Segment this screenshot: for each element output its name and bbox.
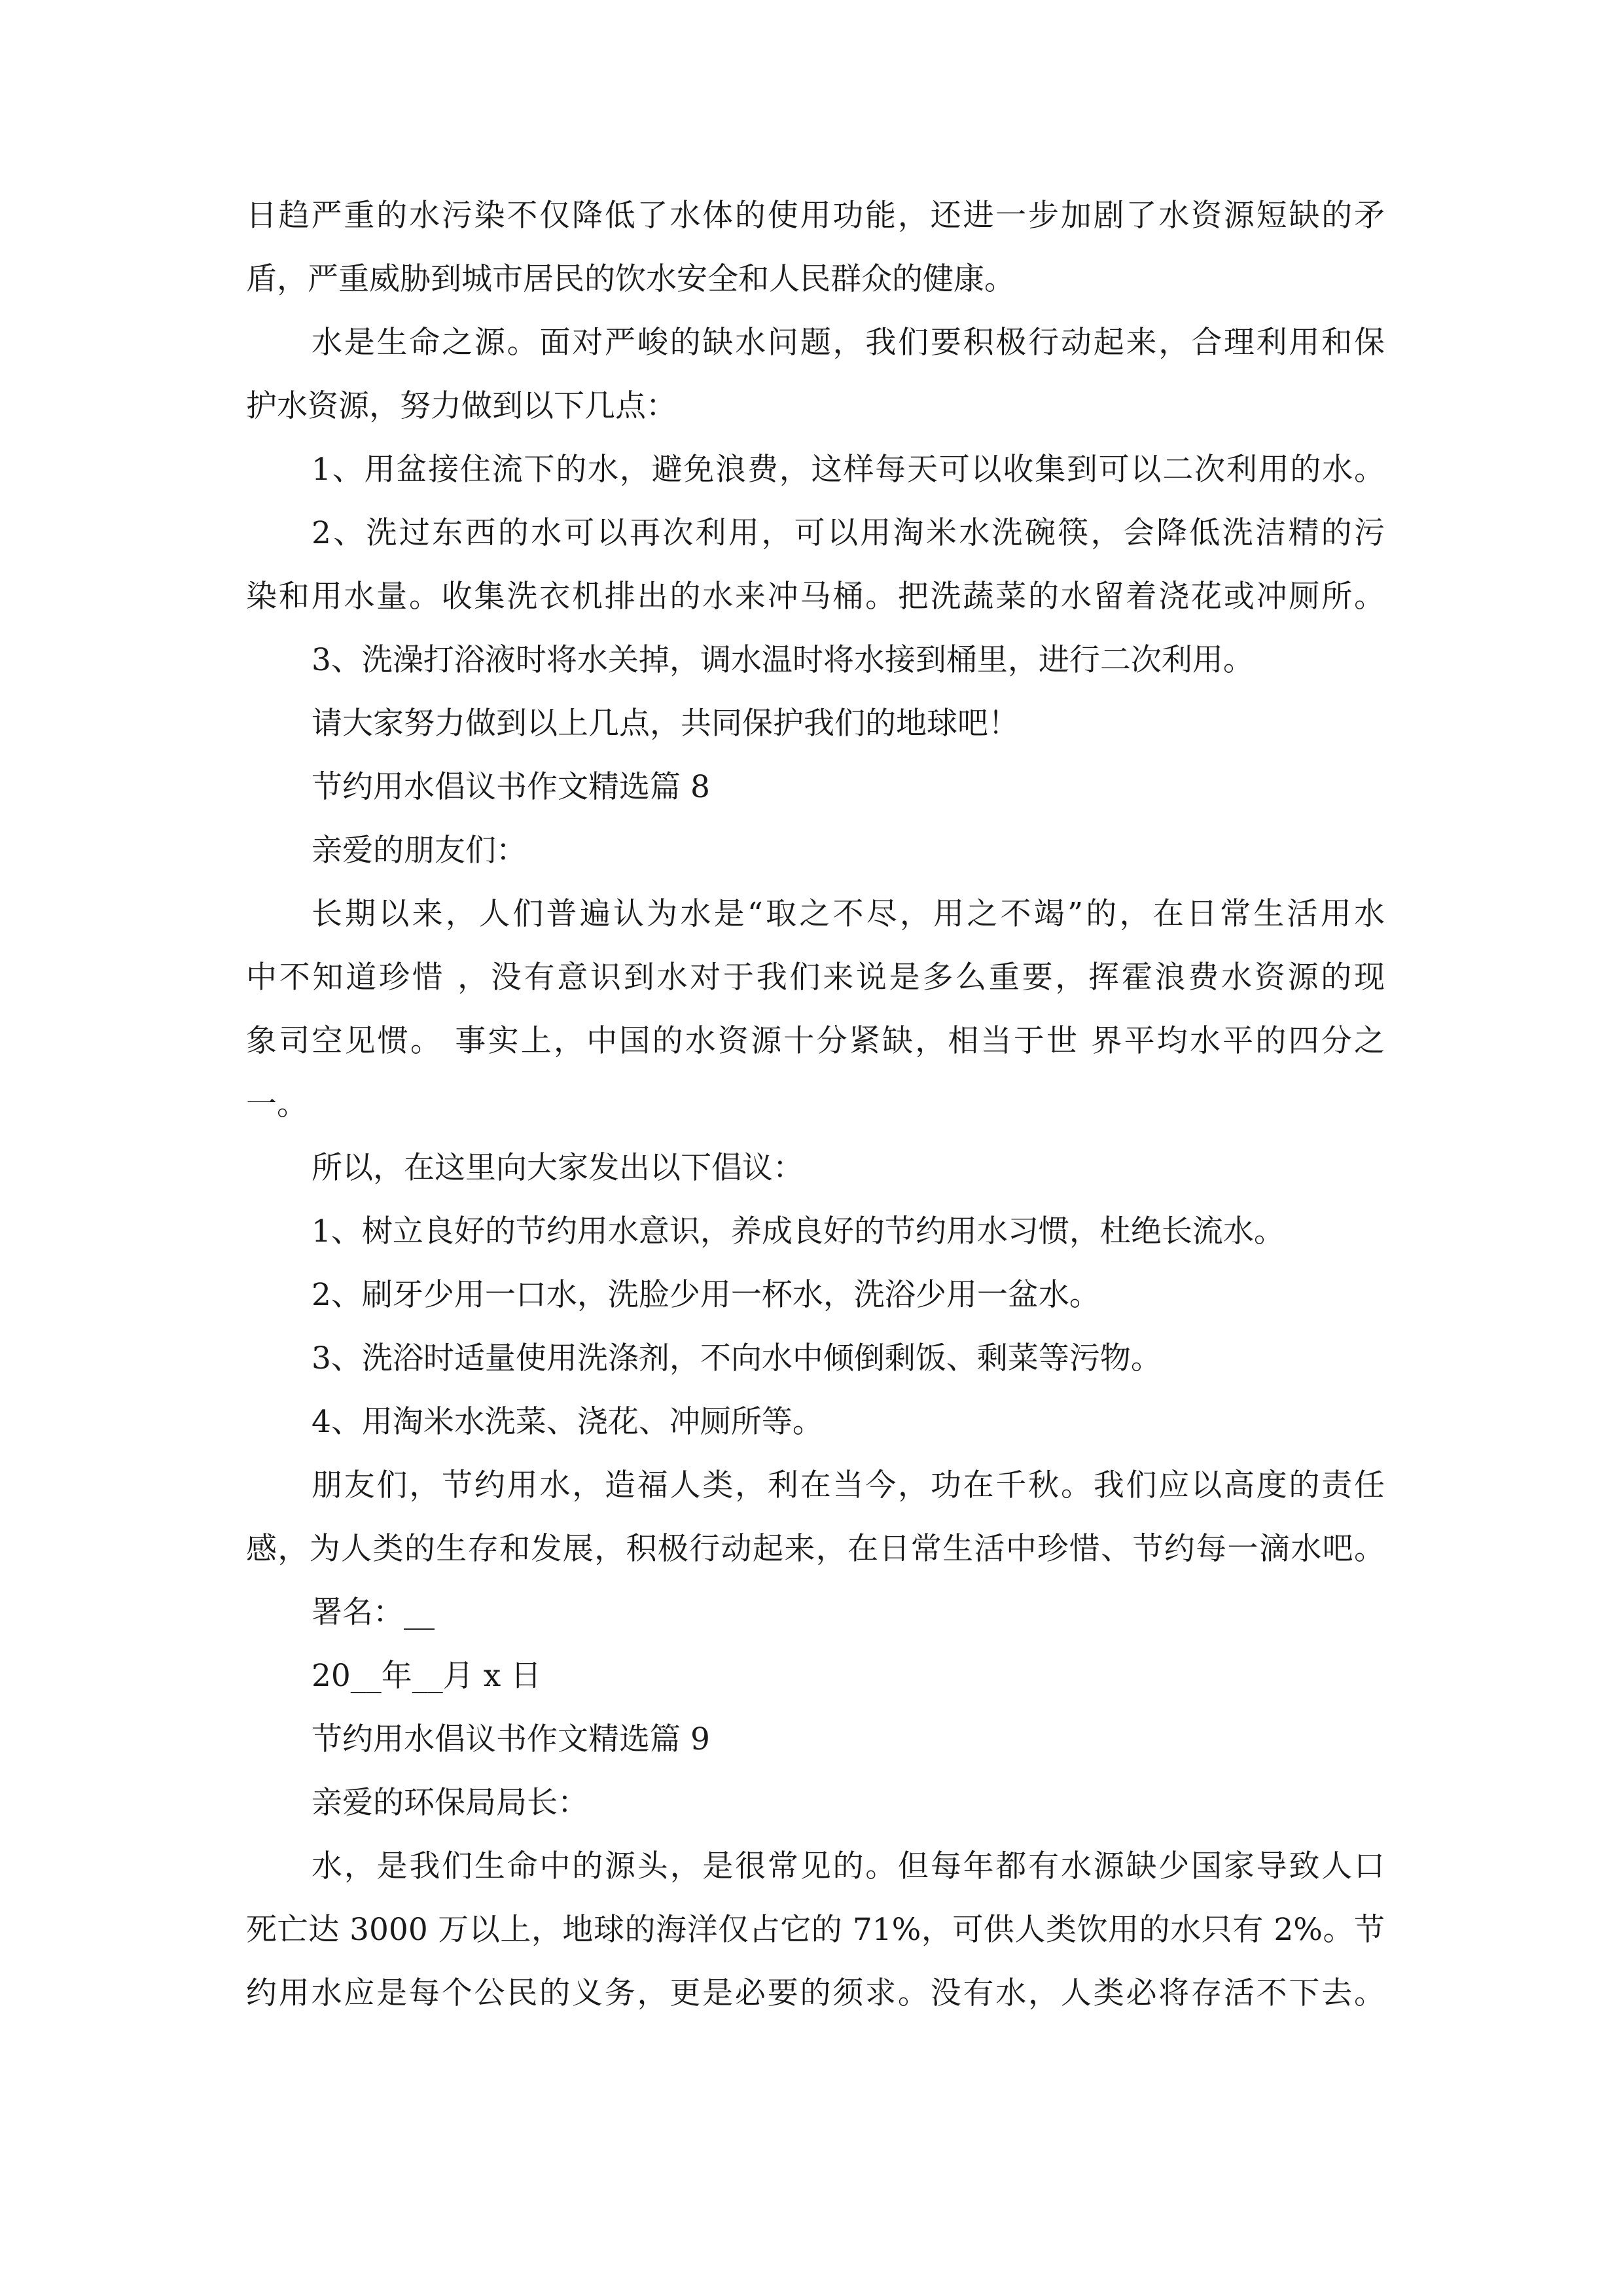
list-item: 1、用盆接住流下的水，避免浪费，这样每天可以收集到可以二次利用的水。 (312, 452, 1385, 488)
text-line: 朋友们，节约用水，造福人类，利在当今，功在千秋。我们应以高度的责任 (312, 1467, 1385, 1503)
text-line: 长期以来，人们普遍认为水是“取之不尽，用之不竭”的，在日常生活用水 (312, 896, 1385, 932)
text-line: 约用水应是每个公民的义务，更是必要的须求。没有水，人类必将存活不下去。 (246, 1975, 1385, 2011)
text-line: 水是生命之源。面对严峻的缺水问题，我们要积极行动起来，合理利用和保 (312, 325, 1385, 361)
text-line: 日趋严重的水污染不仅降低了水体的使用功能，还进一步加剧了水资源短缺的矛 (246, 198, 1385, 234)
section-heading: 节约用水倡议书作文精选篇 8 (312, 769, 710, 805)
text-line: 护水资源，努力做到以下几点： (246, 388, 677, 424)
list-item: 3、洗澡打浴液时将水关掉，调水温时将水接到桶里，进行二次利用。 (312, 642, 1254, 678)
text-line: 象司空见惯。 事实上，中国的水资源十分紧缺，相当于世 界平均水平的四分之 (246, 1023, 1385, 1059)
text-line: 请大家努力做到以上几点，共同保护我们的地球吧！ (312, 706, 1019, 742)
text-line: 水，是我们生命中的源头，是很常见的。但每年都有水源缺少国家导致人口 (312, 1848, 1385, 1884)
signature-line: 署名：__ (312, 1594, 435, 1630)
text-line: 死亡达 3000 万以上，地球的海洋仅占它的 71%，可供人类饮用的水只有 2%。节 (246, 1912, 1385, 1948)
text-line: 感，为人类的生存和发展，积极行动起来，在日常生活中珍惜、节约每一滴水吧。 (246, 1531, 1385, 1567)
text-line: 所以，在这里向大家发出以下倡议： (312, 1150, 804, 1186)
date-line: 20__年__月 x 日 (312, 1658, 542, 1694)
list-item: 3、洗浴时适量使用洗涤剂，不向水中倾倒剩饭、剩菜等污物。 (312, 1340, 1162, 1376)
salutation: 亲爱的朋友们： (312, 833, 527, 869)
text-line: 盾，严重威胁到城市居民的饮水安全和人民群众的健康。 (246, 261, 1015, 297)
text-line: 一。 (246, 1086, 308, 1122)
section-heading: 节约用水倡议书作文精选篇 9 (312, 1721, 710, 1757)
text-line: 染和用水量。收集洗衣机排出的水来冲马桶。把洗蔬菜的水留着浇花或冲厕所。 (246, 579, 1385, 615)
list-item: 2、刷牙少用一口水，洗脸少用一杯水，洗浴少用一盆水。 (312, 1277, 1100, 1313)
list-item: 4、用淘米水洗菜、浇花、冲厕所等。 (312, 1404, 823, 1440)
list-item: 2、洗过东西的水可以再次利用，可以用淘米水洗碗筷，会降低洗洁精的污 (312, 515, 1385, 551)
salutation: 亲爱的环保局局长： (312, 1785, 588, 1821)
list-item: 1、树立良好的节约用水意识，养成良好的节约用水习惯，杜绝长流水。 (312, 1213, 1285, 1249)
text-line: 中不知道珍惜 ，没有意识到水对于我们来说是多么重要，挥霍浪费水资源的现 (246, 960, 1385, 996)
